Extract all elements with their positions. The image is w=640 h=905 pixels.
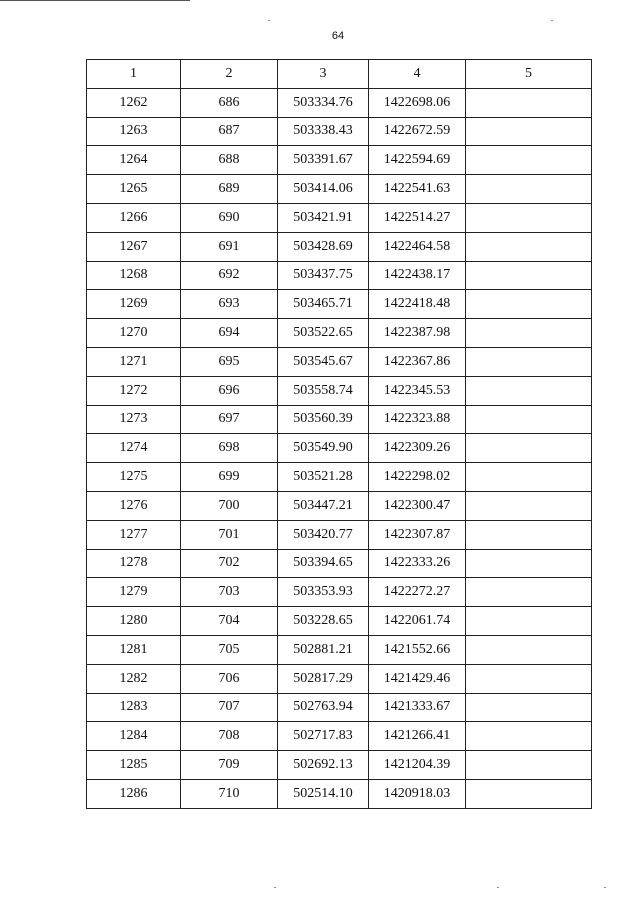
table-row: [87, 664, 592, 693]
table-cell: 1275: [87, 463, 181, 492]
table-cell: 1277: [87, 520, 181, 549]
table-cell: 1280: [87, 607, 181, 636]
table-row: [87, 117, 592, 146]
table-row: [87, 232, 592, 261]
table-cell: 502881.21: [278, 635, 369, 664]
table-cell: [466, 520, 592, 549]
table-cell: 1422698.06: [369, 88, 466, 117]
table-cell: 503558.74: [278, 376, 369, 405]
table-cell: 693: [181, 290, 278, 319]
table-row: [87, 88, 592, 117]
table-cell: 1422345.53: [369, 376, 466, 405]
table-row: [87, 491, 592, 520]
table-cell: 503353.93: [278, 578, 369, 607]
table-cell: 1274: [87, 434, 181, 463]
table-cell: [466, 261, 592, 290]
table-cell: 1276: [87, 491, 181, 520]
table-cell: [466, 635, 592, 664]
table-row: [87, 463, 592, 492]
table-cell: 503560.39: [278, 405, 369, 434]
table-cell: 1422594.69: [369, 146, 466, 175]
column-header: 3: [278, 60, 369, 89]
table-cell: 1421552.66: [369, 635, 466, 664]
table-cell: 1269: [87, 290, 181, 319]
table-cell: 1422541.63: [369, 175, 466, 204]
table-row: [87, 578, 592, 607]
table-cell: 1422307.87: [369, 520, 466, 549]
scan-speck: [604, 887, 606, 888]
column-header: 4: [369, 60, 466, 89]
table-cell: 503421.91: [278, 203, 369, 232]
table-cell: 503428.69: [278, 232, 369, 261]
table-cell: 1422418.48: [369, 290, 466, 319]
table-cell: [466, 146, 592, 175]
table-cell: [466, 722, 592, 751]
table-cell: 706: [181, 664, 278, 693]
table-cell: 709: [181, 751, 278, 780]
table-cell: 502717.83: [278, 722, 369, 751]
table-row: [87, 434, 592, 463]
table-cell: 695: [181, 347, 278, 376]
table-cell: 503394.65: [278, 549, 369, 578]
table-cell: 1422672.59: [369, 117, 466, 146]
table-row: [87, 779, 592, 808]
table-cell: 503465.71: [278, 290, 369, 319]
table-cell: [466, 347, 592, 376]
table-cell: [466, 607, 592, 636]
table-cell: 689: [181, 175, 278, 204]
table-cell: 691: [181, 232, 278, 261]
table-row: [87, 635, 592, 664]
table-cell: 1421429.46: [369, 664, 466, 693]
table-cell: 503549.90: [278, 434, 369, 463]
table-cell: 1279: [87, 578, 181, 607]
table-cell: [466, 434, 592, 463]
table-cell: 1263: [87, 117, 181, 146]
table-cell: 1265: [87, 175, 181, 204]
table-cell: 503334.76: [278, 88, 369, 117]
table-cell: 1422300.47: [369, 491, 466, 520]
scan-speck: [497, 887, 499, 888]
table-cell: [466, 290, 592, 319]
table-cell: 702: [181, 549, 278, 578]
table-cell: 502763.94: [278, 693, 369, 722]
table-cell: [466, 319, 592, 348]
table-row: [87, 751, 592, 780]
top-rule: [0, 0, 190, 1]
table-cell: 1422272.27: [369, 578, 466, 607]
table-cell: 1283: [87, 693, 181, 722]
table-cell: 503228.65: [278, 607, 369, 636]
table-cell: 1282: [87, 664, 181, 693]
table-cell: 503391.67: [278, 146, 369, 175]
table-row: [87, 376, 592, 405]
table-cell: 1422514.27: [369, 203, 466, 232]
table-cell: 688: [181, 146, 278, 175]
scan-speck: [268, 20, 270, 21]
table-cell: 1267: [87, 232, 181, 261]
table-cell: [466, 232, 592, 261]
table-cell: 699: [181, 463, 278, 492]
table-cell: 1284: [87, 722, 181, 751]
table-row: [87, 175, 592, 204]
table-row: [87, 722, 592, 751]
table-row: [87, 261, 592, 290]
column-header: 1: [87, 60, 181, 89]
table-cell: [466, 463, 592, 492]
table-cell: 503522.65: [278, 319, 369, 348]
table-cell: 1272: [87, 376, 181, 405]
table-cell: [466, 175, 592, 204]
table-cell: [466, 751, 592, 780]
table-cell: [466, 693, 592, 722]
table-cell: 1285: [87, 751, 181, 780]
table-cell: 705: [181, 635, 278, 664]
table-row: [87, 319, 592, 348]
table-row: [87, 347, 592, 376]
table-cell: 1273: [87, 405, 181, 434]
table-cell: [466, 491, 592, 520]
table-cell: 690: [181, 203, 278, 232]
column-header: 5: [466, 60, 592, 89]
table-cell: 692: [181, 261, 278, 290]
table-row: [87, 405, 592, 434]
table-cell: 1421266.41: [369, 722, 466, 751]
page-number: 64: [331, 30, 345, 42]
table-cell: 708: [181, 722, 278, 751]
table-cell: 503338.43: [278, 117, 369, 146]
table-cell: 687: [181, 117, 278, 146]
table-cell: 1422333.26: [369, 549, 466, 578]
table-cell: 1422367.86: [369, 347, 466, 376]
table-cell: 1286: [87, 779, 181, 808]
table-cell: [466, 203, 592, 232]
table-cell: 696: [181, 376, 278, 405]
table-cell: 1422438.17: [369, 261, 466, 290]
table-row: [87, 693, 592, 722]
table-cell: 1281: [87, 635, 181, 664]
table-cell: 1422464.58: [369, 232, 466, 261]
table-cell: 710: [181, 779, 278, 808]
table-cell: 1422298.02: [369, 463, 466, 492]
table-cell: 1420918.03: [369, 779, 466, 808]
table-cell: 503447.21: [278, 491, 369, 520]
table-cell: 1278: [87, 549, 181, 578]
table-cell: 698: [181, 434, 278, 463]
table-cell: 694: [181, 319, 278, 348]
header-row: [87, 60, 592, 89]
table-cell: 703: [181, 578, 278, 607]
table-row: [87, 146, 592, 175]
table-row: [87, 607, 592, 636]
table-cell: [466, 88, 592, 117]
table-cell: 502817.29: [278, 664, 369, 693]
table-cell: 1271: [87, 347, 181, 376]
table-body: [87, 88, 592, 808]
table-cell: 1266: [87, 203, 181, 232]
table-row: [87, 290, 592, 319]
table-row: [87, 203, 592, 232]
table-cell: 1264: [87, 146, 181, 175]
table-cell: [466, 376, 592, 405]
table-cell: [466, 664, 592, 693]
table-cell: 1262: [87, 88, 181, 117]
table-cell: 1422387.98: [369, 319, 466, 348]
table-cell: 697: [181, 405, 278, 434]
table-cell: 503414.06: [278, 175, 369, 204]
table-cell: [466, 549, 592, 578]
table-cell: 503521.28: [278, 463, 369, 492]
table-cell: 1421333.67: [369, 693, 466, 722]
table-cell: [466, 578, 592, 607]
table-cell: 1270: [87, 319, 181, 348]
table-cell: 700: [181, 491, 278, 520]
table-cell: 502514.10: [278, 779, 369, 808]
table-cell: 1422061.74: [369, 607, 466, 636]
table-cell: 1422309.26: [369, 434, 466, 463]
table-cell: 704: [181, 607, 278, 636]
table-cell: 1422323.88: [369, 405, 466, 434]
table-cell: 1421204.39: [369, 751, 466, 780]
table-cell: 707: [181, 693, 278, 722]
table-cell: 686: [181, 88, 278, 117]
table-cell: [466, 779, 592, 808]
scan-speck: [551, 20, 553, 21]
table-row: [87, 549, 592, 578]
table-cell: 503437.75: [278, 261, 369, 290]
table-cell: [466, 405, 592, 434]
table-cell: 701: [181, 520, 278, 549]
table-cell: 1268: [87, 261, 181, 290]
table-cell: 503420.77: [278, 520, 369, 549]
scan-speck: [274, 887, 276, 888]
table-row: [87, 520, 592, 549]
table-cell: 503545.67: [278, 347, 369, 376]
coordinates-table: [86, 59, 592, 809]
table-cell: [466, 117, 592, 146]
table-cell: 502692.13: [278, 751, 369, 780]
column-header: 2: [181, 60, 278, 89]
